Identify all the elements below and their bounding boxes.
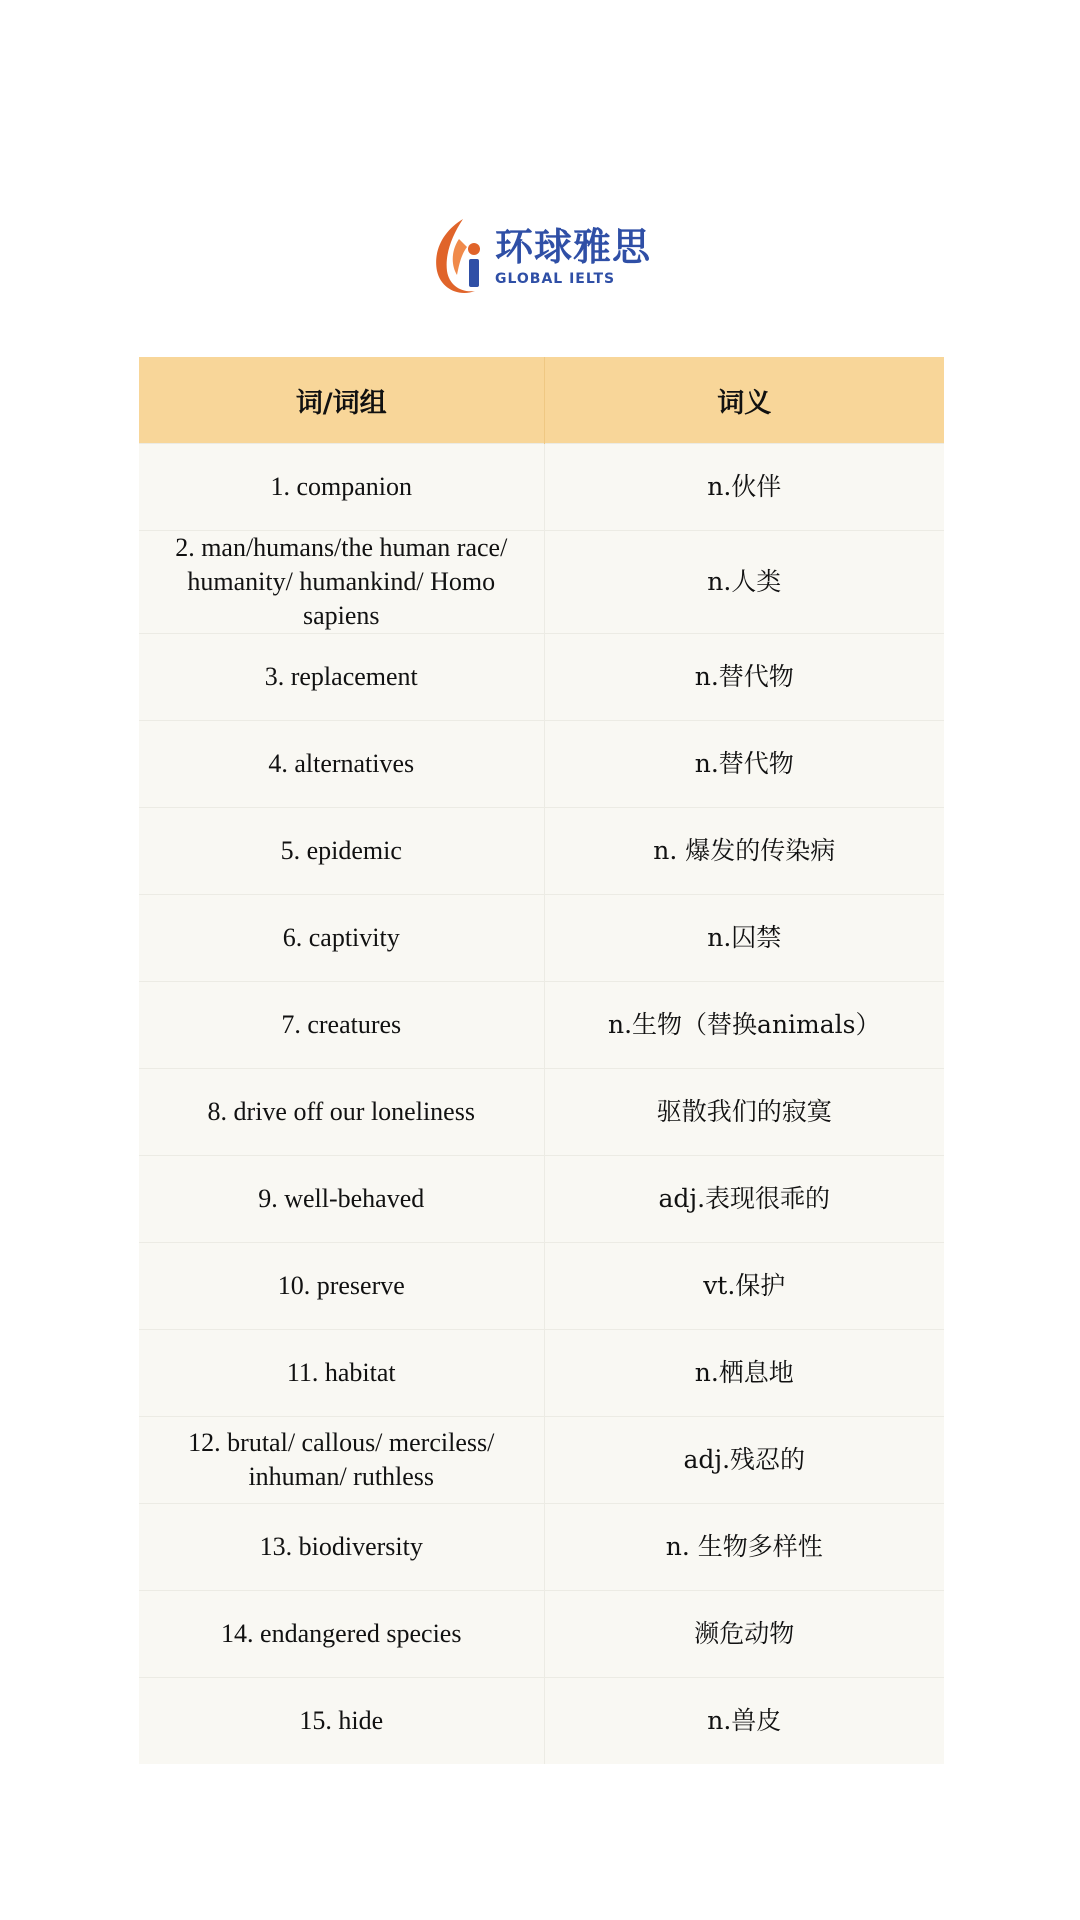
term-cell: 11. habitat (139, 1330, 544, 1417)
table-row (139, 808, 944, 895)
global-ielts-logo (0, 212, 1080, 302)
table-row (139, 1330, 944, 1417)
table-row (139, 1504, 944, 1591)
table-row (139, 531, 944, 634)
meaning-cell: n.兽皮 (544, 1678, 944, 1765)
term-cell: 14. endangered species (139, 1591, 544, 1678)
table-row (139, 895, 944, 982)
meaning-cell: adj.残忍的 (544, 1417, 944, 1504)
logo-mark-icon (429, 215, 489, 299)
term-cell: 13. biodiversity (139, 1504, 544, 1591)
meaning-cell: n.栖息地 (544, 1330, 944, 1417)
table-row (139, 982, 944, 1069)
meaning-cell: 濒危动物 (544, 1591, 944, 1678)
term-cell: 2. man/humans/the human race/ humanity/ humankind/ Homo sapiens (139, 531, 544, 634)
term-cell: 12. brutal/ callous/ merciless/ inhuman/ ruthless (139, 1417, 544, 1504)
term-cell: 1. companion (139, 444, 544, 531)
vocabulary-table (139, 357, 944, 1764)
header-term: 词/词组 (139, 357, 544, 444)
meaning-cell: 驱散我们的寂寞 (544, 1069, 944, 1156)
meaning-cell: n.囚禁 (544, 895, 944, 982)
term-cell: 5. epidemic (139, 808, 544, 895)
table-row (139, 1243, 944, 1330)
meaning-cell: n.替代物 (544, 721, 944, 808)
table-row (139, 634, 944, 721)
meaning-cell: vt.保护 (544, 1243, 944, 1330)
table-row (139, 1156, 944, 1243)
table-row (139, 1591, 944, 1678)
term-cell: 7. creatures (139, 982, 544, 1069)
term-cell: 10. preserve (139, 1243, 544, 1330)
meaning-cell: adj.表现很乖的 (544, 1156, 944, 1243)
table-row (139, 444, 944, 531)
meaning-cell: n.替代物 (544, 634, 944, 721)
meaning-cell: n. 生物多样性 (544, 1504, 944, 1591)
table-header-row (139, 357, 944, 444)
meaning-cell: n.生物（替换animals） (544, 982, 944, 1069)
term-cell: 8. drive off our loneliness (139, 1069, 544, 1156)
term-cell: 15. hide (139, 1678, 544, 1765)
meaning-cell: n.伙伴 (544, 444, 944, 531)
logo-chinese-text: 环球雅思 (494, 225, 651, 269)
term-cell: 4. alternatives (139, 721, 544, 808)
meaning-cell: n. 爆发的传染病 (544, 808, 944, 895)
term-cell: 3. replacement (139, 634, 544, 721)
meaning-cell: n.人类 (544, 531, 944, 634)
table-row (139, 1417, 944, 1504)
term-cell: 6. captivity (139, 895, 544, 982)
table-row (139, 1069, 944, 1156)
header-meaning: 词义 (544, 357, 944, 444)
table-row (139, 1678, 944, 1765)
term-cell: 9. well-behaved (139, 1156, 544, 1243)
logo-english-text: GLOBAL IELTS (494, 271, 616, 287)
table-row (139, 721, 944, 808)
